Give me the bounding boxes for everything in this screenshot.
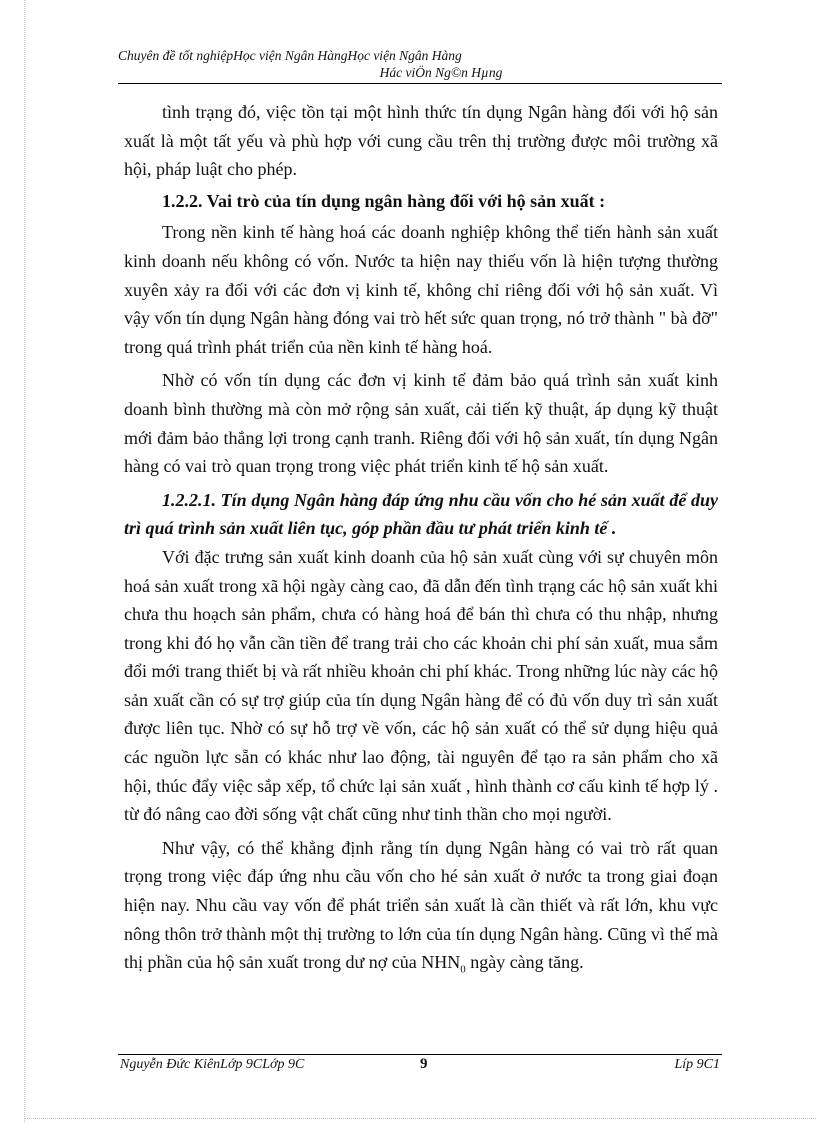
paragraph-3: Với đặc trưng sản xuất kinh doanh của hộ sản xuất cùng với sự chuyên môn hoá sản xuất trong xã hội ngày càng cao, đã dẫn đến tình trạng các hộ sản xuất khi chưa thu hoạch sản phẩm, chưa có hàng hoá để bán thì chưa có thu nhập, nhưng trong khi đó họ vẫn cần tiền để trang trải cho các khoản chi phí sản xuất, mua sắm đổi mới trang thiết bị và rất nhiều khoản chi phí khác. Trong những lúc này các hộ sản xuất cần có sự trợ giúp của tín dụng Ngân hàng để có đủ vốn duy trì sản xuất được liên tục. Nhờ có sự hỗ trợ về vốn, các hộ sản xuất có thể sử dụng hiệu quả các nguồn lực sẵn có khác như lao động, tài nguyên để tạo ra sản phẩm cho xã hội, thúc đẩy việc sắp xếp, tổ chức lại sản xuất , hình thành cơ cấu kinh tế hợp lý . từ đó nâng cao đời sống vật chất cũng như tinh thần cho mọi người. xyxy=(124,546,718,825)
page-border-left xyxy=(24,0,25,1123)
header-divider xyxy=(118,83,722,84)
footer-author: Nguyễn Đức KiênLớp 9CLớp 9C xyxy=(120,1057,305,1072)
subsection-heading: 1.2.2.1. Tín dụng Ngân hàng đáp ứng nhu cầu vốn cho hé sản xuất để duy trì quá trình sản xuất liên tục, góp phần đầu tư phát triển kinh tế . xyxy=(124,489,718,539)
page-border-bottom xyxy=(24,1118,816,1119)
page-number: 9 xyxy=(420,1056,428,1072)
paragraph-4-text: Như vậy, có thể khẳng định rằng tín dụng Ngân hàng có vai trò rất quan trọng trong việc đáp ứng nhu cầu vốn cho hé sản xuất ở nước ta trong giai đoạn hiện nay. Nhu cầu vay vốn để phát triển sản xuất là cần thiết và rất lớn, khu vực nông thôn trở thành một thị trường to lớn của tín dụng Ngân hàng. Cũng vì thế mà thị phần của hộ sản xuất trong dư nợ của NHN xyxy=(124,837,718,973)
paragraph-4-subscript: 0 xyxy=(460,963,466,976)
paragraph-4-tail: ngày càng tăng. xyxy=(465,952,584,973)
header-line-1: Chuyên đề tốt nghiệpHọc viện Ngân HàngHọc viện Ngân Hàng xyxy=(118,48,462,63)
page-footer xyxy=(118,1057,722,1077)
footer-class: Líp 9C1 xyxy=(674,1057,720,1072)
header-line-2: Hác viÖn Ng©n Hµng xyxy=(379,65,503,80)
paragraph-4 xyxy=(124,834,718,977)
page-header xyxy=(118,47,724,81)
footer-divider xyxy=(118,1054,722,1055)
paragraph-2: Nhờ có vốn tín dụng các đơn vị kinh tế đảm bảo quá trình sản xuất kinh doanh bình thường mà còn mở rộng sản xuất, cải tiến kỹ thuật, áp dụng kỹ thuật mới đảm bảo thắng lợi trong cạnh tranh. Riêng đối với hộ sản xuất, tín dụng Ngân hàng có vai trò quan trọng trong việc phát triển kinh tế hộ sản xuất. xyxy=(124,370,718,477)
paragraph-1: Trong nền kinh tế hàng hoá các doanh nghiệp không thể tiến hành sản xuất kinh doanh nếu không có vốn. Nước ta hiện nay thiếu vốn là hiện tượng thường xuyên xảy ra đối với các đơn vị kinh tế, không chỉ riêng đối với hộ sản xuất. Vì vậy vốn tín dụng Ngân hàng đóng vai trò hết sức quan trọng, nó trở thành " bà đỡ" trong quá trình phát triển của nền kinh tế hàng hoá. xyxy=(124,222,718,357)
section-heading: 1.2.2. Vai trò của tín dụng ngân hàng đối với hộ sản xuất : xyxy=(162,190,606,211)
document-body xyxy=(124,98,718,977)
paragraph-intro: tình trạng đó, việc tồn tại một hình thức tín dụng Ngân hàng đối với hộ sản xuất là một tất yếu và phù hợp với cung cầu trên thị trường được môi trường xã hội, pháp luật cho phép. xyxy=(124,102,718,180)
